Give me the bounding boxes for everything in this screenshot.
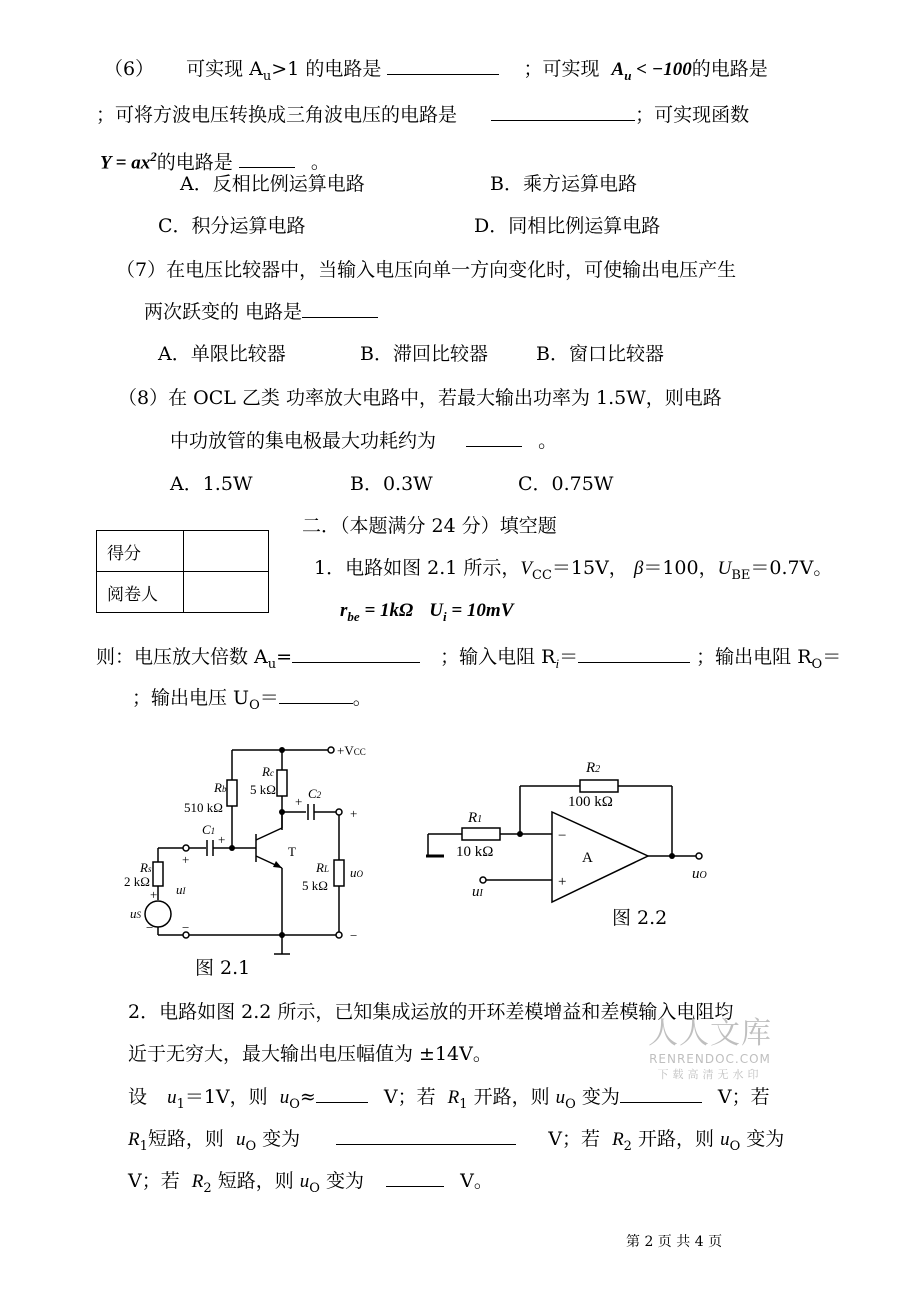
q6-option-c: C．积分运算电路 bbox=[158, 215, 306, 237]
svg-text:2 kΩ: 2 kΩ bbox=[124, 874, 150, 889]
watermark-logo: 人人文库 RENRENDOC.COM 下载高清无水印 bbox=[648, 1016, 772, 1081]
svg-text:+: + bbox=[218, 832, 226, 847]
svg-text:uO: uO bbox=[350, 865, 363, 880]
answer-blank[interactable] bbox=[336, 1126, 516, 1145]
answer-blank[interactable] bbox=[279, 685, 353, 704]
svg-text:−: − bbox=[350, 928, 358, 943]
svg-text:uI: uI bbox=[176, 882, 186, 897]
svg-text:C2: C2 bbox=[308, 786, 322, 801]
score-cell[interactable] bbox=[184, 531, 269, 572]
svg-text:+: + bbox=[295, 794, 303, 809]
p2-line2: 近于无穷大，最大输出电压幅值为 ±14V。 bbox=[128, 1043, 492, 1065]
q8-option-c: C．0.75W bbox=[518, 473, 614, 495]
answer-blank[interactable] bbox=[386, 1168, 444, 1187]
svg-text:C1: C1 bbox=[202, 822, 216, 837]
p2-line1: 2．电路如图 2.2 所示，已知集成运放的开环差模增益和差模输入电阻均 bbox=[128, 1001, 734, 1023]
score-label: 得分 bbox=[97, 531, 184, 572]
svg-text:Rs: Rs bbox=[140, 860, 152, 875]
score-table bbox=[96, 530, 269, 613]
svg-text:R2: R2 bbox=[586, 760, 601, 776]
answer-blank[interactable] bbox=[620, 1084, 702, 1103]
section2-title: 二．（本题满分 24 分）填空题 bbox=[302, 515, 557, 537]
svg-text:Rb: Rb bbox=[214, 780, 227, 795]
svg-text:uS: uS bbox=[130, 906, 141, 921]
q8-option-b: B．0.3W bbox=[350, 473, 433, 495]
svg-text:RL: RL bbox=[316, 860, 329, 875]
svg-text:−: − bbox=[558, 828, 567, 844]
svg-text:100 kΩ: 100 kΩ bbox=[568, 794, 613, 810]
answer-blank[interactable] bbox=[578, 644, 690, 663]
q6-option-d: D．同相比例运算电路 bbox=[474, 215, 661, 237]
svg-text:+: + bbox=[558, 874, 567, 890]
svg-text:+VCC: +VCC bbox=[337, 743, 366, 758]
svg-text:5 kΩ: 5 kΩ bbox=[250, 782, 276, 797]
svg-text:5 kΩ: 5 kΩ bbox=[302, 878, 328, 893]
svg-text:10 kΩ: 10 kΩ bbox=[456, 844, 494, 860]
svg-text:uO: uO bbox=[692, 866, 707, 882]
answer-blank[interactable] bbox=[316, 1084, 368, 1103]
svg-text:R1: R1 bbox=[468, 810, 483, 826]
grader-cell[interactable] bbox=[184, 572, 269, 613]
section2-p1c: 则：电压放大倍数 $A_u=$ ；输入电阻 $R_i=$ ；输出电阻 $R_O=$ bbox=[96, 646, 842, 672]
section2-p1b: $r_{be} = 1k\Omega$ $U_i = 10mV$ bbox=[340, 600, 514, 624]
q7-option-a: A．单限比较器 bbox=[158, 343, 286, 365]
answer-blank[interactable] bbox=[466, 428, 522, 447]
figure-2-1-caption: 图 2.1 bbox=[195, 957, 251, 979]
svg-text:uI: uI bbox=[472, 884, 483, 900]
answer-blank[interactable] bbox=[491, 102, 635, 121]
figure-2-1-circuit bbox=[110, 732, 410, 992]
grader-label: 阅卷人 bbox=[97, 572, 184, 613]
answer-blank[interactable] bbox=[302, 299, 378, 318]
svg-text:T: T bbox=[288, 844, 296, 859]
page-footer: 第 2 页 共 4 页 bbox=[626, 1234, 723, 1250]
svg-text:+: + bbox=[350, 806, 358, 821]
answer-blank[interactable] bbox=[239, 149, 295, 168]
svg-text:510 kΩ: 510 kΩ bbox=[184, 800, 223, 815]
figure-2-2-circuit bbox=[420, 752, 720, 942]
svg-text:A: A bbox=[582, 850, 593, 866]
svg-text:Rc: Rc bbox=[262, 764, 274, 779]
answer-blank[interactable] bbox=[292, 644, 420, 663]
q7-line1: （7）在电压比较器中，当输入电压向单一方向变化时，可使输出电压产生 bbox=[116, 259, 737, 281]
svg-text:−: − bbox=[146, 920, 154, 935]
q8-option-a: A．1.5W bbox=[170, 473, 253, 495]
p2-line3: 设 $u_1=1V$，则 $u_O\approx V$；若 $R_1$ 开路，则 $u_O$ 变为 V；若 bbox=[128, 1086, 770, 1112]
svg-text:+: + bbox=[150, 887, 158, 902]
q7-option-b: B．滞回比较器 bbox=[360, 343, 488, 365]
figure-2-2-caption: 图 2.2 bbox=[612, 907, 668, 929]
q8-line2: 中功放管的集电极最大功耗约为 。 bbox=[170, 430, 558, 452]
q6-line3: $Y = ax^2$的电路是 。 bbox=[100, 149, 330, 174]
answer-blank[interactable] bbox=[387, 56, 499, 75]
q6-option-b: B．乘方运算电路 bbox=[490, 173, 637, 195]
section2-p1d: ；输出电压 $U_O=$ 。 bbox=[132, 687, 372, 713]
section2-p1: 1．电路如图 2.1 所示，$V_{CC}=15V$， β＝100，$U_{BE}=0.7V$。 bbox=[314, 557, 833, 583]
q6-line1: （6） 可实现 $A_u>1$ 的电路是 ；可实现 $A_u < -100$的电路是 bbox=[104, 58, 768, 84]
svg-text:+: + bbox=[182, 852, 190, 867]
p2-line4: $R_1$短路，则 $u_O$ 变为 V；若 $R_2$ 开路，则 $u_O$ 变为 bbox=[128, 1128, 785, 1154]
q7-line2: 两次跃变的 电路是 bbox=[144, 299, 378, 324]
p2-line5: V；若 $R_2$ 短路，则 $u_O$ 变为 V。 bbox=[128, 1170, 493, 1196]
q6-option-a: A．反相比例运算电路 bbox=[180, 173, 365, 195]
q8-line1: （8）在 OCL 乙类 功率放大电路中，若最大输出功率为 1.5W，则电路 bbox=[118, 387, 722, 409]
svg-text:−: − bbox=[182, 920, 190, 935]
q7-option-c: B．窗口比较器 bbox=[536, 343, 664, 365]
q6-line2: ；可将方波电压转换成三角波电压的电路是 ；可实现函数 bbox=[96, 104, 750, 126]
